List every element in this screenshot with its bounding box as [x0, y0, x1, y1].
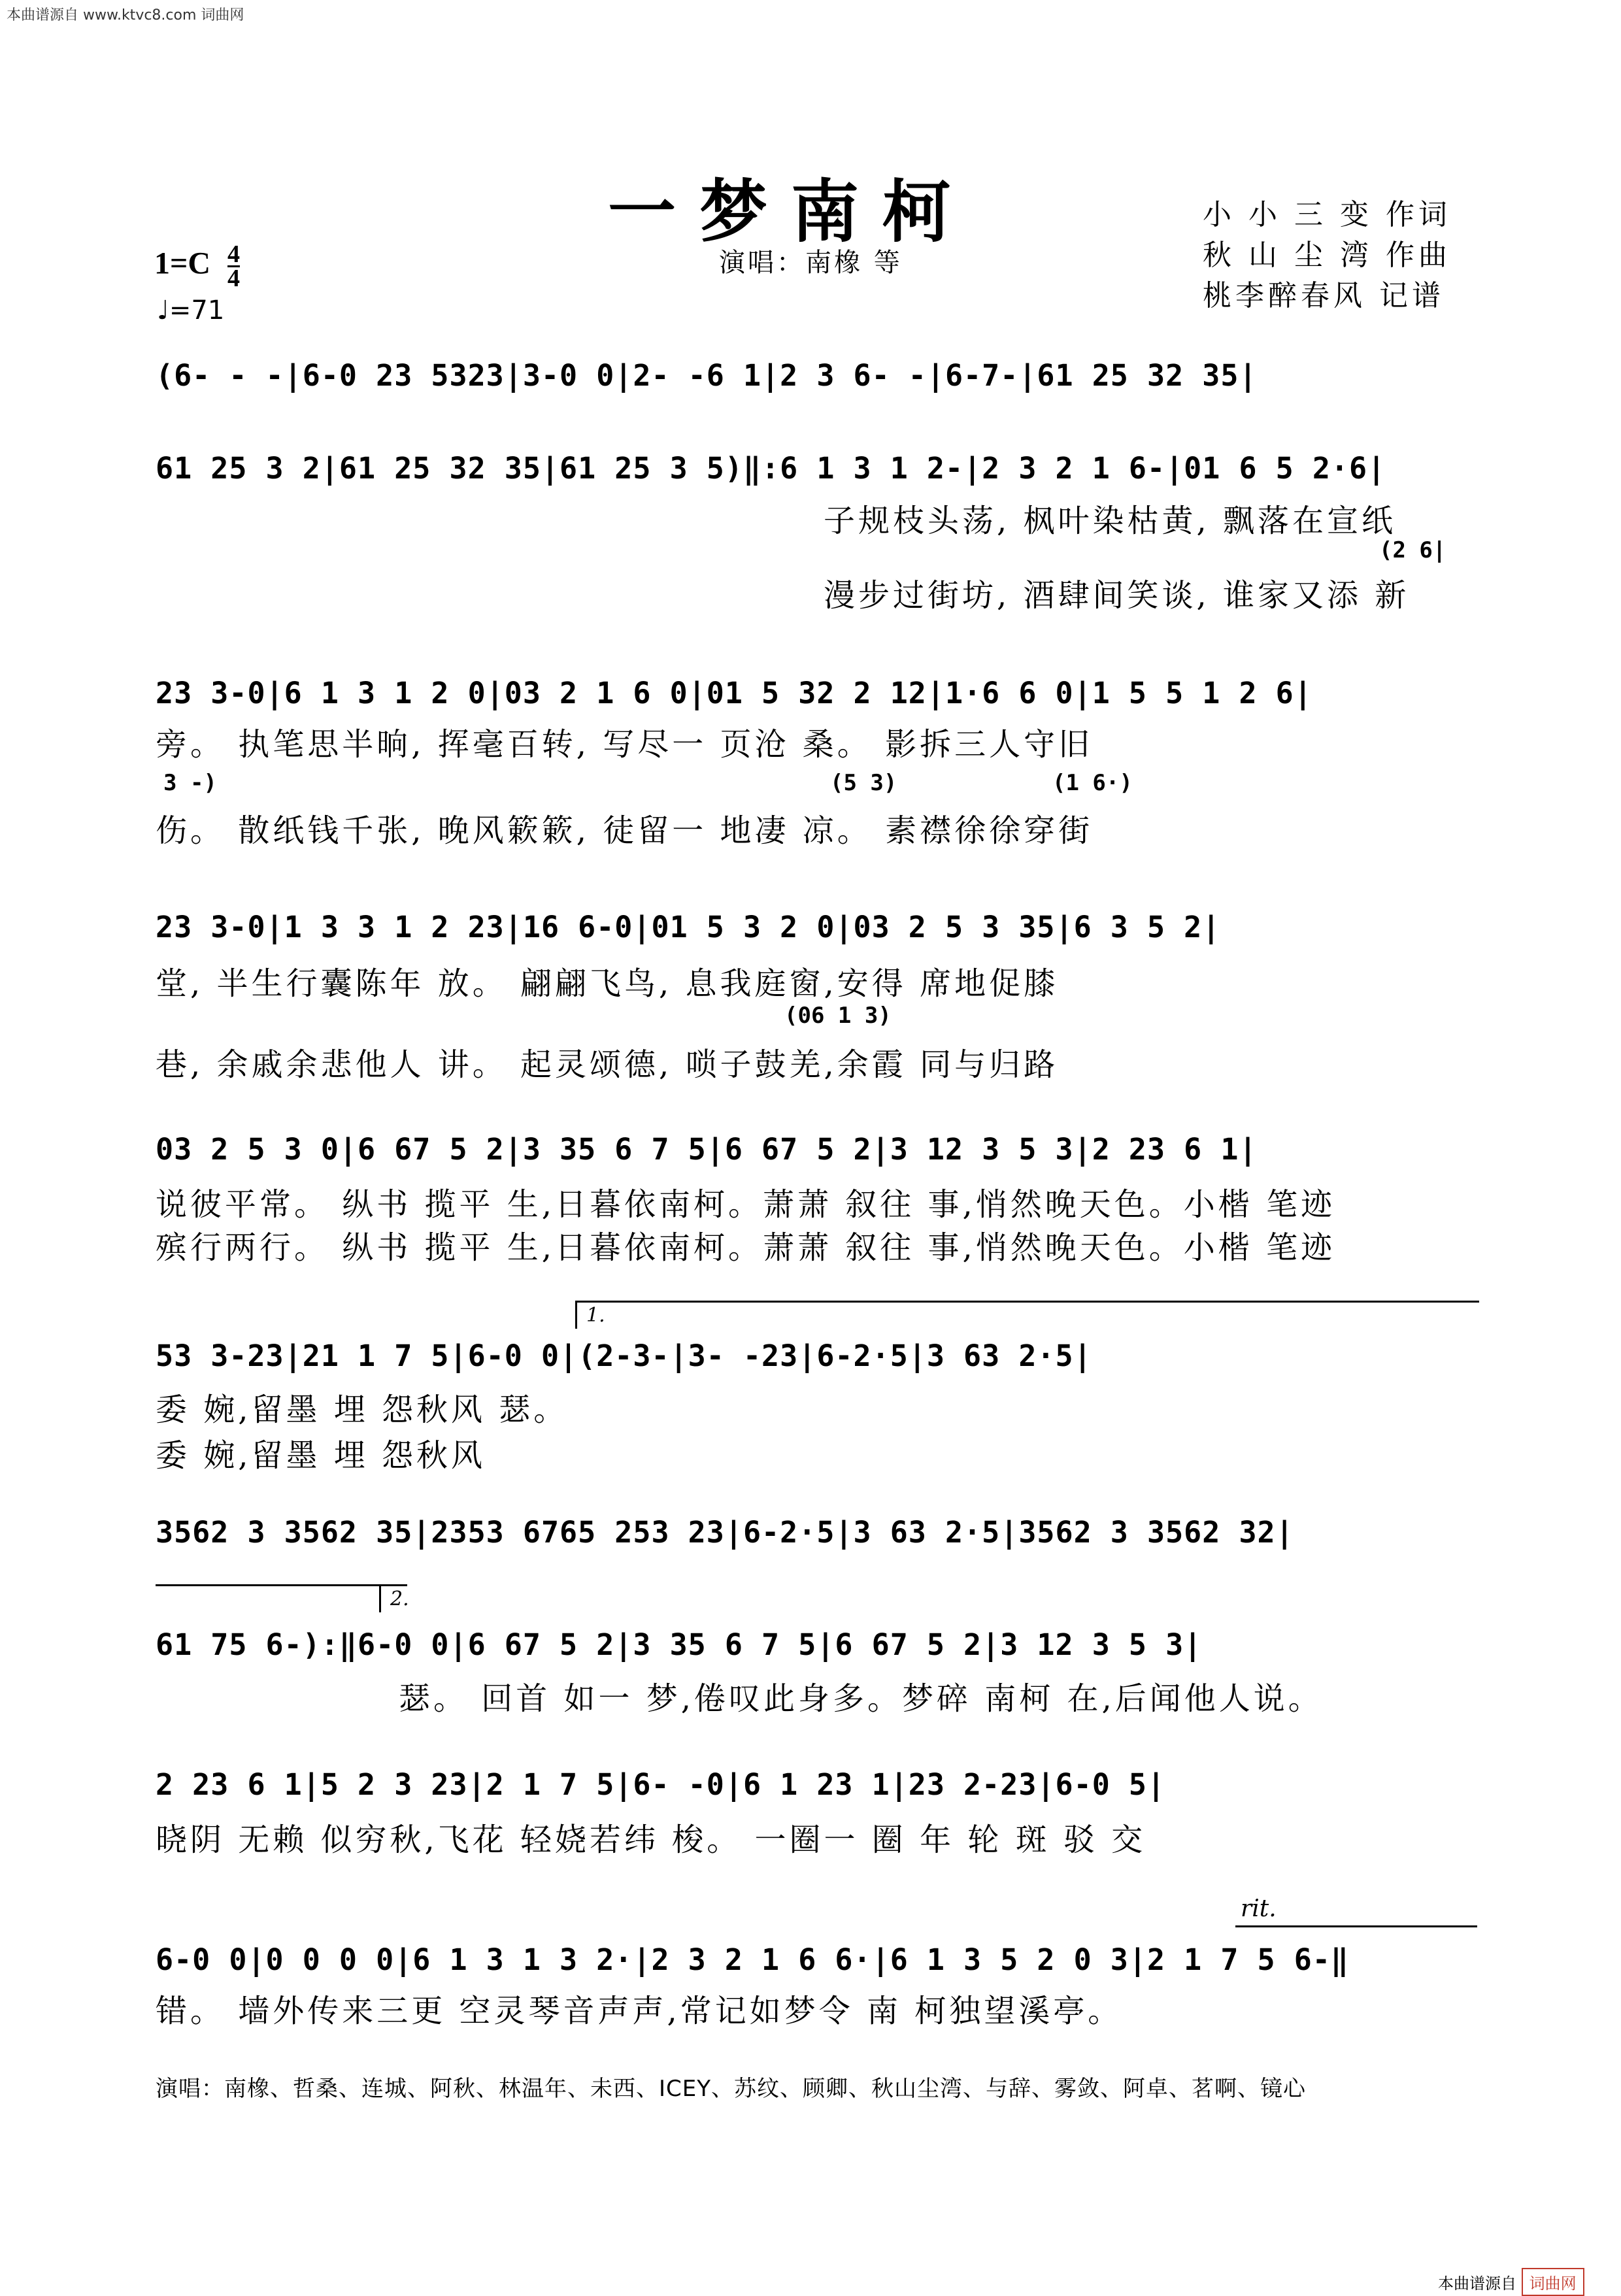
first-ending-bracket: [575, 1301, 1479, 1329]
footer-source: [1438, 2268, 1584, 2296]
lyric-line-3-verse-1: 旁。 执笔思半晌, 挥毫百转, 写尽一 页沧 桑。 影拆三人守旧: [156, 726, 1094, 763]
staff-line-3: 23 3-0|6 1 3 1 2 0|03 2 1 6 0|01 5 32 2 12|1·6 6 0|1 5 5 1 2 6|: [156, 676, 1312, 710]
staff-line-9: 2 23 6 1|5 2 3 23|2 1 7 5|6- -0|6 1 23 1|23 2-23|6-0 5|: [156, 1767, 1166, 1802]
lyric-line-4-verse-2: 巷, 余戚余悲他人 讲。 起灵颂德, 唢子鼓羌,余霞 同与归路: [156, 1046, 1059, 1083]
tempo-marking: ♩=71: [157, 295, 225, 325]
time-numerator: 4: [227, 241, 241, 268]
alt-notes-4: (06 1 3): [784, 1003, 892, 1029]
page-title: 一梦南柯: [608, 171, 975, 252]
alt-notes-3a: 3 -): [163, 770, 217, 796]
key-signature: [154, 243, 240, 290]
staff-line-10: 6-0 0|0 0 0 0|6 1 3 1 3 2·|2 3 2 1 6 6·|6 1 3 5 2 0 3|2 1 7 5 6-‖: [156, 1942, 1349, 1977]
staff-line-7: 3562 3 3562 35|2353 6765 253 23|6-2·5|3 63 2·5|3562 3 3562 32|: [156, 1515, 1294, 1550]
lyric-line-2-verse-2: 漫步过街坊, 酒肆间笑谈, 谁家又添 新: [824, 577, 1410, 614]
rit-extension-line: [1235, 1925, 1477, 1927]
lyric-line-8-verse-1: 瑟。 回首 如一 梦,倦叹此身多。梦碎 南柯 在,后闻他人说。: [399, 1680, 1323, 1717]
ritardando-marking: rit.: [1241, 1895, 1277, 1922]
lyric-line-5-verse-2: 殡行两行。 纵书 揽平 生,日暮依南柯。萧萧 叙往 事,悄然晚天色。小楷 笔迹: [156, 1229, 1336, 1266]
footer-source-text: 本曲谱源自: [1438, 2274, 1516, 2293]
first-ending-continuation: [156, 1584, 381, 1586]
lyric-line-6-verse-1: 委 婉,留墨 埋 怨秋风 瑟。: [156, 1391, 569, 1428]
alt-notes-3c: (1 6·): [1052, 770, 1133, 796]
lyric-line-10-verse-1: 错。 墙外传来三更 空灵琴音声声,常记如梦令 南 柯独望溪亭。: [156, 1993, 1123, 2029]
key-label: 1=C: [154, 246, 211, 281]
second-ending-bracket: [379, 1584, 407, 1612]
transcriber-credit: 桃李醉春风 记谱: [1203, 279, 1445, 312]
composer-credit: 秋 山 尘 湾 作曲: [1203, 239, 1451, 272]
lyric-line-2-verse-1: 子规枝头荡, 枫叶染枯黄, 飘落在宣纸: [824, 503, 1397, 539]
singer-line: 演唱：南橡 等: [719, 248, 903, 278]
time-denominator: 4: [227, 265, 241, 292]
lyric-line-3-verse-2: 伤。 散纸钱千张, 晚风簌簌, 徒留一 地凄 凉。 素襟徐徐穿街: [156, 812, 1094, 849]
footer-logo: 词曲网: [1522, 2268, 1584, 2296]
lyric-line-6-verse-2: 委 婉,留墨 埋 怨秋风: [156, 1437, 486, 1474]
staff-line-4: 23 3-0|1 3 3 1 2 23|16 6-0|01 5 3 2 0|03 2 5 3 35|6 3 5 2|: [156, 910, 1221, 944]
lyric-line-4-verse-1: 堂, 半生行囊陈年 放。 翩翩飞鸟, 息我庭窗,安得 席地促膝: [156, 965, 1059, 1002]
second-ending-label: 2.: [390, 1588, 409, 1610]
lyricist-credit: 小 小 三 变 作词: [1203, 198, 1451, 231]
performers-list: 演唱：南橡、哲桑、连城、阿秋、林温年、未西、ICEY、苏纹、顾卿、秋山尘湾、与辞、雾敛、阿卓、茗啊、镜心: [156, 2076, 1307, 2102]
watermark-top: 本曲谱源自 www.ktvc8.com 词曲网: [7, 7, 244, 24]
lyric-line-5-verse-1: 说彼平常。 纵书 揽平 生,日暮依南柯。萧萧 叙往 事,悄然晚天色。小楷 笔迹: [156, 1186, 1336, 1223]
staff-line-2: 61 25 3 2|61 25 32 35|61 25 3 5)‖:6 1 3 1 2-|2 3 2 1 6-|01 6 5 2·6|: [156, 451, 1386, 486]
alt-notes-3b: (5 3): [830, 770, 897, 796]
credits: [1203, 195, 1451, 316]
alt-notes-2: (2 6|: [1379, 537, 1446, 563]
staff-line-1: (6- - -|6-0 23 5323|3-0 0|2- -6 1|2 3 6- -|6-7-|61 25 32 35|: [156, 358, 1258, 393]
first-ending-label: 1.: [586, 1304, 605, 1327]
time-signature: [227, 243, 240, 290]
staff-line-5: 03 2 5 3 0|6 67 5 2|3 35 6 7 5|6 67 5 2|3 12 3 5 3|2 23 6 1|: [156, 1132, 1258, 1167]
staff-line-8: 61 75 6-):‖6-0 0|6 67 5 2|3 35 6 7 5|6 67 5 2|3 12 3 5 3|: [156, 1627, 1203, 1662]
lyric-line-9-verse-1: 晓阴 无赖 似穷秋,飞花 轻娆若纬 梭。 一圈一 圈 年 轮 斑 驳 交: [156, 1822, 1146, 1858]
staff-line-6: 53 3-23|21 1 7 5|6-0 0|(2-3-|3- -23|6-2·5|3 63 2·5|: [156, 1339, 1092, 1373]
